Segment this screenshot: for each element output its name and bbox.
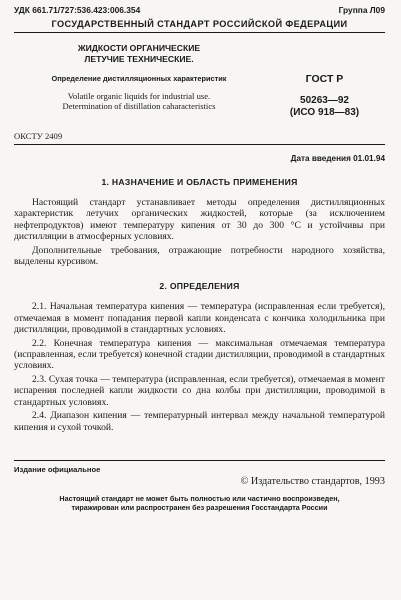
title-ru-line1: ЖИДКОСТИ ОРГАНИЧЕСКИЕ bbox=[77, 43, 201, 53]
definition-2-1: 2.1. Начальная температура кипения — температура (исправленная если требуется), отмечаемая в момент попадания первой капли конденсата с кончика холодильника при дистилляции, проводимой в стандартных условиях. bbox=[14, 301, 385, 336]
gost-label: ГОСТ Р bbox=[305, 73, 344, 85]
iso-reference: (ИСО 918—83) bbox=[289, 107, 360, 118]
gost-number bbox=[264, 95, 385, 119]
title-english bbox=[14, 91, 264, 111]
introduction-date: Дата введения 01.01.94 bbox=[290, 154, 385, 163]
definition-2-2: 2.2. Конечная температура кипения — максимальная отмечаемая температура (исправленная, если требуется) конечной стадии дистилляции, проводимой в стандартных условиях. bbox=[14, 337, 385, 372]
standard-designation bbox=[264, 43, 385, 119]
section-2-title: 2. ОПРЕДЕЛЕНИЯ bbox=[159, 281, 240, 292]
copyright: © Издательство стандартов, 1993 bbox=[240, 475, 385, 487]
section-1-paragraph: Дополнительные требования, отражающие потребности народного хозяйства, выделены курсивом. bbox=[14, 244, 385, 268]
section-1-title: 1. НАЗНАЧЕНИЕ И ОБЛАСТЬ ПРИМЕНЕНИЯ bbox=[101, 177, 298, 187]
title-left-column bbox=[14, 43, 264, 119]
title-russian bbox=[14, 43, 264, 65]
title-en-line1: Volatile organic liquids for industrial use. bbox=[67, 91, 211, 101]
subtitle-russian: Определение дистилляционных характеристик bbox=[51, 74, 227, 83]
divider bbox=[14, 144, 385, 145]
official-edition: Издание официальное bbox=[14, 464, 101, 474]
reprint-notice bbox=[14, 494, 385, 513]
title-block bbox=[14, 43, 385, 119]
agency-title: ГОСУДАРСТВЕННЫЙ СТАНДАРТ РОССИЙСКОЙ ФЕДЕРАЦИИ bbox=[14, 19, 385, 33]
reprint-line2: тиражирован или распространен без разрешения Госстандарта России bbox=[71, 503, 328, 513]
udk-code: УДК 661.71/727:536.423:006.354 bbox=[14, 5, 141, 15]
title-en-line2: Determination of distillation caharacteristics bbox=[62, 101, 216, 111]
footer-divider bbox=[14, 460, 385, 461]
okstu-code: ОКСТУ 2409 bbox=[14, 131, 63, 141]
definition-2-4: 2.4. Диапазон кипения — температурный интервал между начальной температурой кипения и сухой точкой. bbox=[14, 410, 385, 433]
title-ru-line2: ЛЕТУЧИЕ ТЕХНИЧЕСКИЕ. bbox=[84, 54, 194, 64]
group-code: Группа Л09 bbox=[338, 5, 385, 15]
header-row bbox=[14, 0, 385, 15]
reprint-line1: Настоящий стандарт не может быть полностью или частично воспроизведен, bbox=[59, 493, 340, 503]
section-1-paragraph: Настоящий стандарт устанавливает методы определения дистилляционных характеристик летучих органических жидкостей, которые (за исключением нефтепродуктов) имеют температуру кипения от 30 до 300 °С и устойчивы при дистилляции в атмосферных условиях. bbox=[14, 197, 385, 243]
definition-2-3: 2.3. Сухая точка — температура (исправленная, если требуется), отмечаемая в момент испарения последней капли жидкости со дна колбы при дистилляции, проводимой в стандартных условиях. bbox=[14, 373, 385, 408]
gost-number-value: 50263—92 bbox=[300, 95, 349, 106]
